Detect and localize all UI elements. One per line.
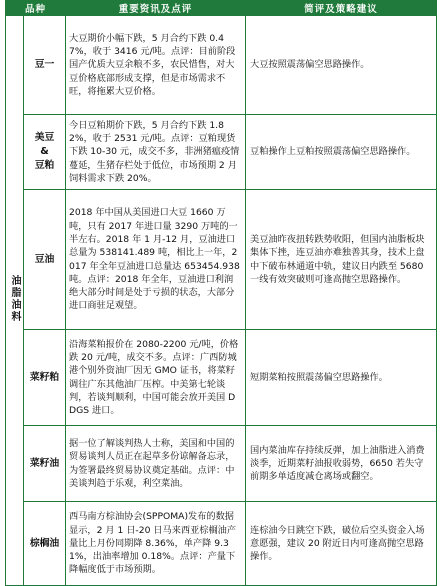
comment-cell: 连棕油今日跳空下跌，破位后空头资金入场意愿强，建议 20 附近日内可逢高抛空思路操作。: [246, 502, 437, 586]
table-row: [6, 330, 437, 426]
comment-cell: 国内菜油库存持续反弹，加上油脂进入消费淡季，近期菜籽油报收弱势，6650 若失守前期多单适度减仓离场或翻空。: [246, 426, 437, 502]
product-name: 棕榈油: [24, 502, 66, 586]
table-header-row: [6, 1, 437, 16]
category-label: 油脂油料: [9, 274, 20, 323]
product-name: 菜籽油: [24, 426, 66, 502]
comment-cell: 美豆油昨夜扭转跌势收阳，但国内油脂板块集体下挫，连豆油亦难独善其身，技术上盘中下破布林通道中轨，建议日内跌至 5680 一线有效突破则可逢高抛空思路操作。: [246, 190, 437, 330]
category-cell: [6, 16, 24, 586]
product-name: 豆一: [24, 16, 66, 115]
table-row: [6, 16, 437, 115]
table-row: [6, 115, 437, 190]
comment-cell: 大豆按照震荡偏空思路操作。: [246, 16, 437, 115]
news-cell: 2018 年中国从美国进口大豆 1660 万吨，只有 2017 年进口量 3290 万吨的一半左右。2018 年 1 月-12 月，豆油进口总量为 538141.489 吨，相比上一年，2017 年全年豆油进口总量达 653454.938 吨。点评：2018 年全年，豆油进口利润绝大部分时间是处于亏损的状态，大部分进口商驻足观望。: [66, 190, 246, 330]
product-name: 美豆 & 豆粕: [24, 115, 66, 190]
table-row: [6, 426, 437, 502]
news-cell: 据一位了解谈判热人士称，美国和中国的贸易谈判人员正在起草多份谅解备忘录，为签署最终贸易协议奠定基础。点评：中美谈判趋于乐观，利空菜油。: [66, 426, 246, 502]
comment-cell: 短期菜粕按照震荡偏空思路操作。: [246, 330, 437, 426]
table-row: [6, 502, 437, 586]
news-cell: 大豆期价小幅下跌，5 月合约下跌 0.47%，收于 3416 元/吨。点评：目前阶段国产优质大豆余粮不多，农民惜售，对大豆价格底部形成支撑，但是市场需求不旺，将拖累大豆价格。: [66, 16, 246, 115]
strategy-table: [5, 0, 437, 586]
header-news: 重要资讯及点评: [66, 1, 246, 16]
product-name: 菜籽粕: [24, 330, 66, 426]
header-category: 品种: [6, 1, 66, 16]
table-row: [6, 190, 437, 330]
comment-cell: 豆粕操作上豆粕按照震荡偏空思路操作。: [246, 115, 437, 190]
news-cell: 沿海菜粕报价在 2080-2200 元/吨，价格跌 20 元/吨，成交不多。点评：广西防城港个别外资油厂因无 GMO 证书，将菜籽调往广东其他油厂压榨。中美第七轮谈判，若谈判顺利，中国可能会放开美国 DDGS 进口。: [66, 330, 246, 426]
product-name: 豆油: [24, 190, 66, 330]
header-comment: 简评及策略建议: [246, 1, 437, 16]
news-cell: 西马南方棕油协会(SPPOMA)发布的数据显示，2 月 1 日-20 日马来西亚棕榈油产量比上月份同期降 8.36%，单产降 9.31%，出油率增加 0.18%。点评：产量下降幅度低于市场预期。: [66, 502, 246, 586]
news-cell: 今日豆粕期价下跌，5 月合约下跌 1.82%，收于 2531 元/吨。点评：豆粕现货下跌 10-30 元，成交不多，非洲猪瘟疫情蔓延，生猪存栏处于低位，市场预期 2 月饲料需求下跌 20%。: [66, 115, 246, 190]
